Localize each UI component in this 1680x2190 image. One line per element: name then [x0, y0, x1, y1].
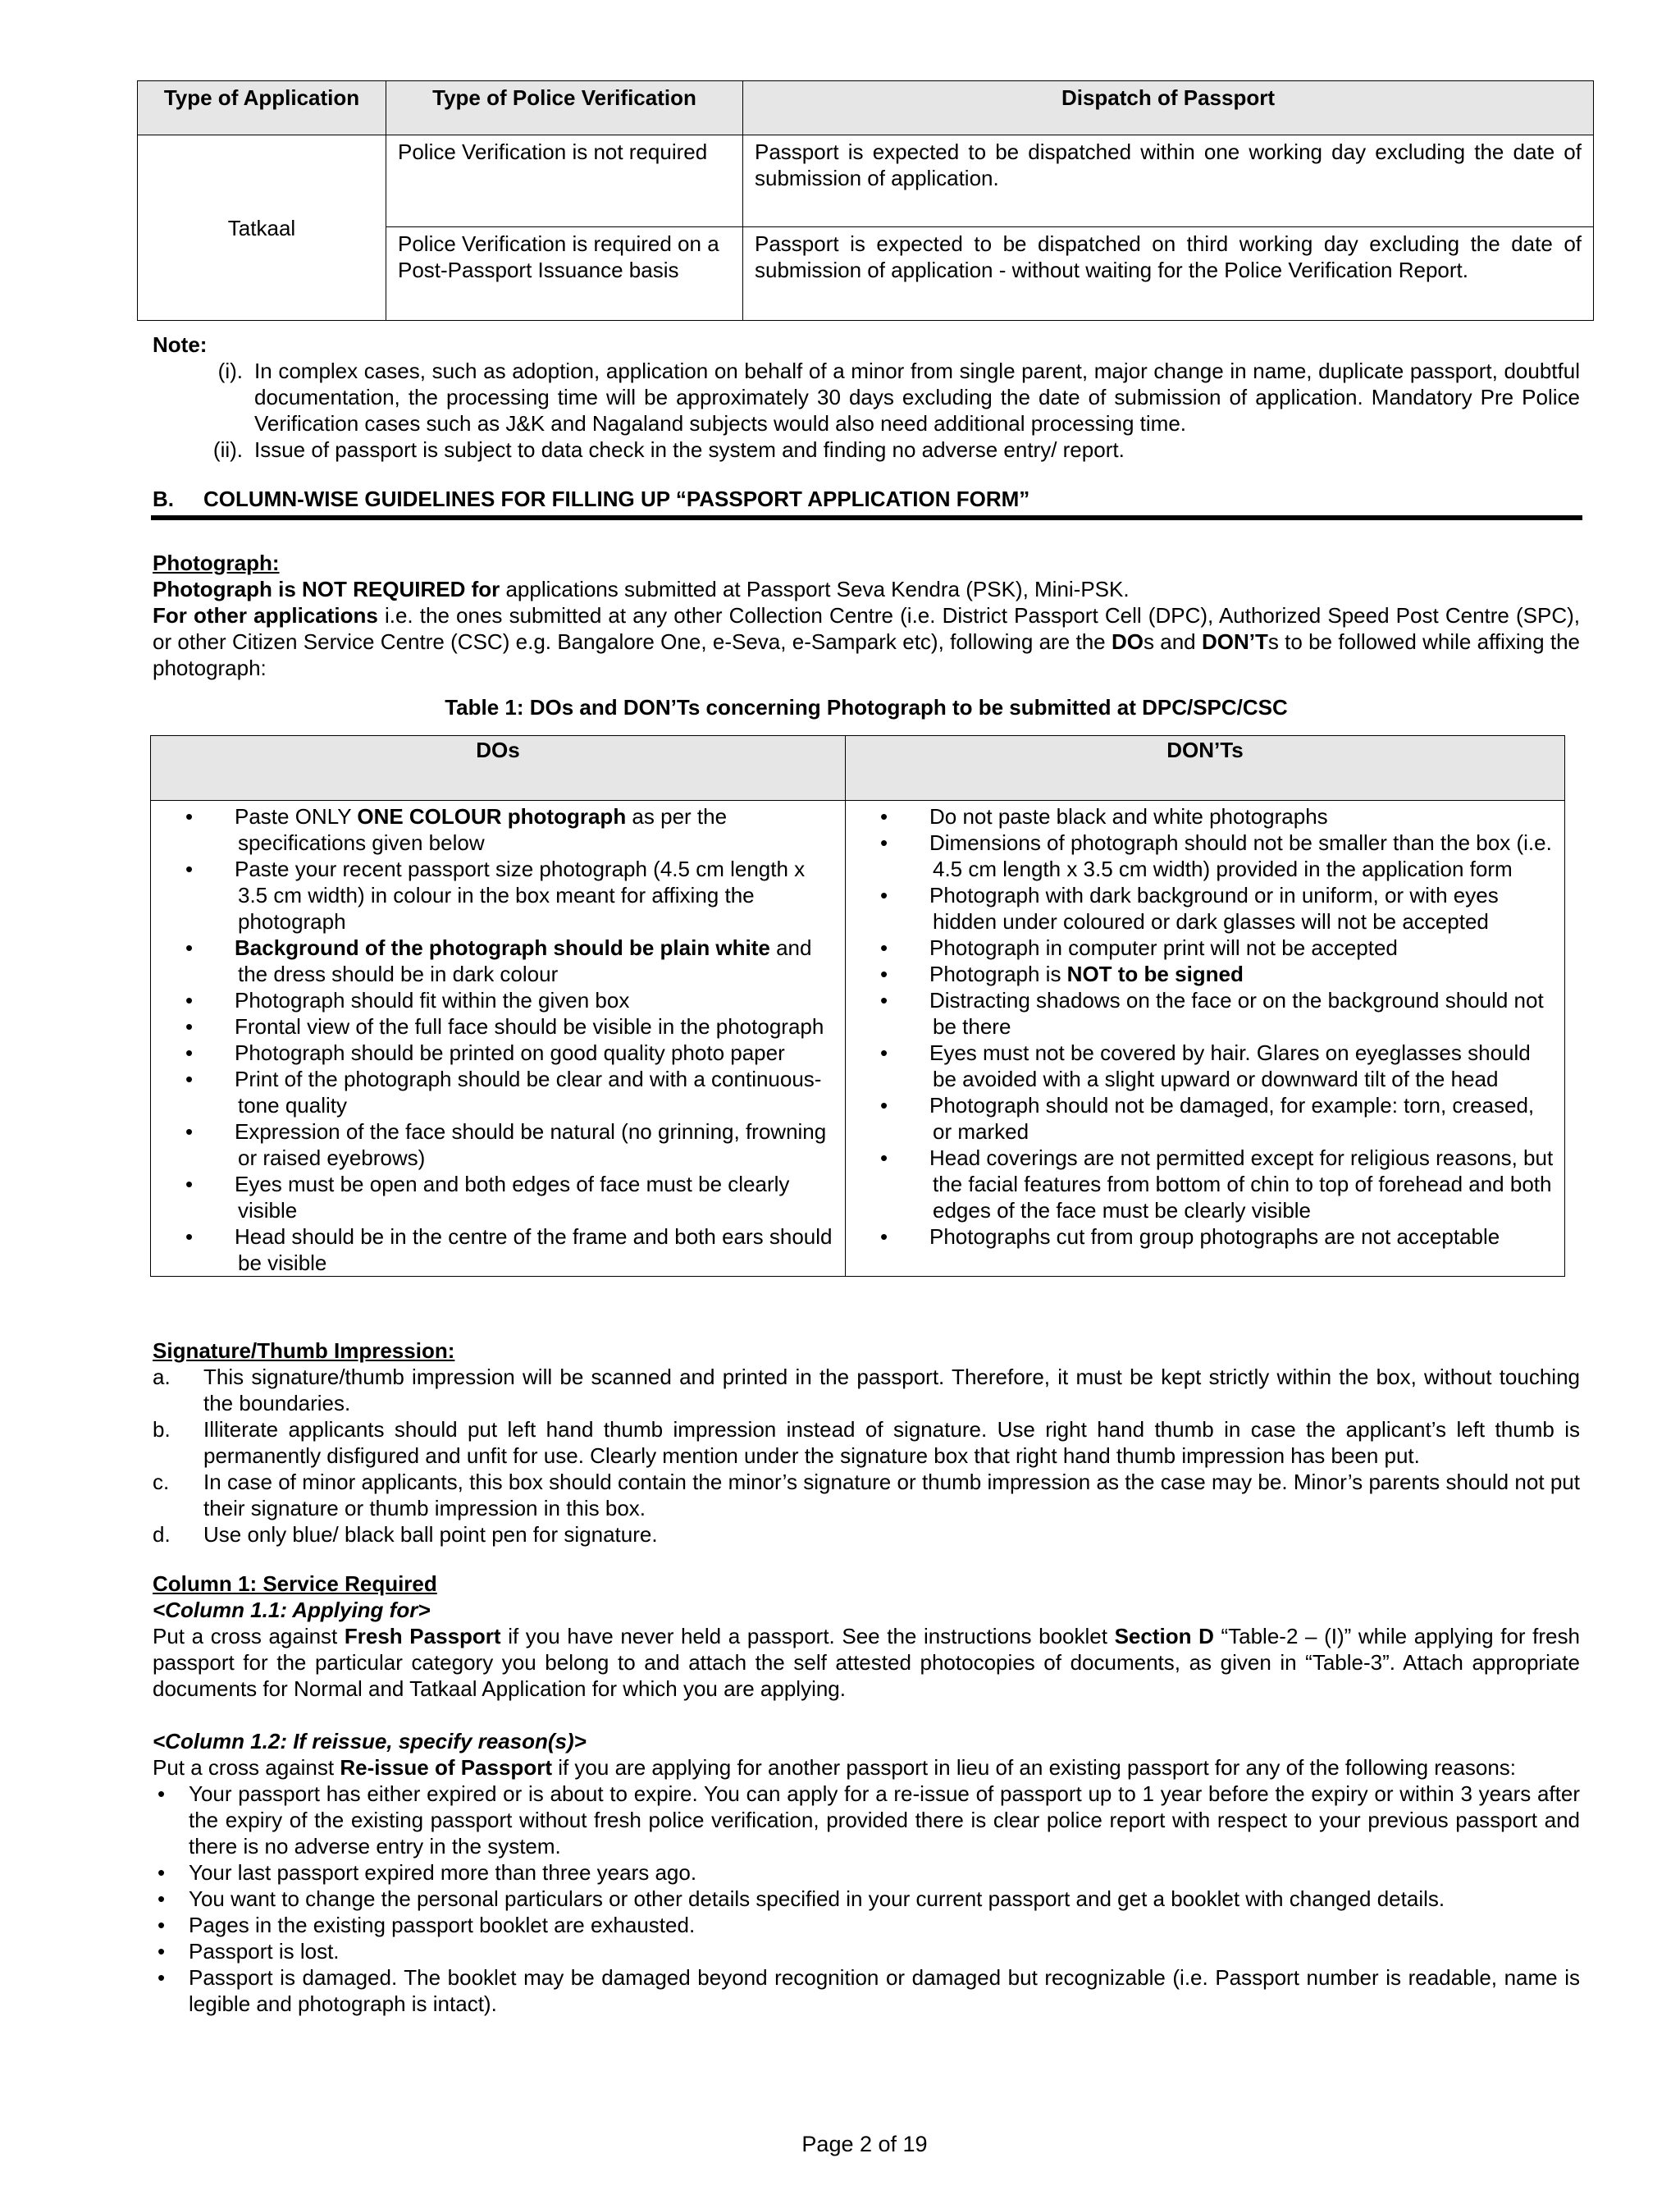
- paragraph-text: i.e. the ones submitted at any other Collection Centre (i.e. District Passport Cell (DPC), Authorized Speed Post Centre (SPC), or other Citizen Service Centre (CSC) e.g. Bangalore One, e-Seva, e-Sampark etc), following are the: [153, 603, 1580, 654]
- column-1-1-paragraph: [153, 1623, 1580, 1702]
- paragraph-text: s and: [1143, 629, 1202, 654]
- verification-cell: Police Verification is required on a Post-Passport Issuance basis: [386, 227, 743, 321]
- dispatch-table-header-row: [138, 81, 1594, 135]
- signature-section: [153, 1337, 1580, 1548]
- dos-list-item: • Expression of the face should be natural (no grinning, frowning or raised eyebrows): [159, 1118, 837, 1171]
- bold-text: DON’T: [1201, 629, 1268, 654]
- list-text: Use only blue/ black ball point pen for signature.: [203, 1522, 658, 1547]
- signature-heading: Signature/Thumb Impression:: [153, 1338, 455, 1363]
- table-row: [138, 135, 1594, 227]
- note-text: In complex cases, such as adoption, application on behalf of a minor from single parent, major change in name, duplicate passport, doubtful documentation, the processing time will be approximately 30 days excluding the date of submission of application. Mandatory Pre Police Verification cases such as J&K and Nagaland subjects would also need additional processing time.: [254, 359, 1580, 436]
- dos-list-item: • Photograph should be printed on good quality photo paper: [159, 1040, 837, 1066]
- donts-list-item: • Photograph with dark background or in uniform, or with eyes hidden under coloured or dark glasses will not be accepted: [854, 882, 1556, 935]
- header-type-of-police-verification: Type of Police Verification: [386, 81, 743, 135]
- bold-text: ONE COLOUR photograph: [357, 804, 627, 829]
- paragraph-text: Put a cross against: [153, 1624, 345, 1648]
- paragraph-text: if you have never held a passport. See the instructions booklet: [500, 1624, 1115, 1648]
- list-text: Illiterate applicants should put left hand thumb impression instead of signature. Use right hand thumb in case the applicant’s left thumb is permanently disfigured and unfit for use. Clearly mention under the signature box that right hand thumb impression has been put.: [203, 1417, 1580, 1468]
- photograph-section: [153, 550, 1580, 681]
- bold-text: Background of the photograph should be plain white: [235, 935, 770, 960]
- donts-list-item: • Photograph should not be damaged, for example: torn, creased, or marked: [854, 1092, 1556, 1145]
- list-item: • Your last passport expired more than three years ago.: [153, 1859, 1580, 1886]
- note-block: [153, 331, 1580, 463]
- list-item: [153, 1416, 1580, 1469]
- note-title: Note:: [153, 332, 208, 357]
- bold-text: Section D: [1114, 1624, 1214, 1648]
- dos-list-item: • Paste ONLY ONE COLOUR photograph as per the specifications given below: [159, 803, 837, 856]
- signature-list: [153, 1364, 1580, 1548]
- donts-cell: [846, 801, 1565, 1277]
- note-list: [153, 358, 1580, 463]
- bold-text: NOT to be signed: [1066, 962, 1244, 986]
- list-number: b.: [153, 1417, 171, 1442]
- dispatch-cell: Passport is expected to be dispatched within one working day excluding the date of submission of application.: [743, 135, 1594, 227]
- list-item: [153, 1469, 1580, 1521]
- donts-header: DON’Ts: [846, 736, 1565, 801]
- donts-list-item: • Do not paste black and white photographs: [854, 803, 1556, 830]
- list-item: • Pages in the existing passport booklet are exhausted.: [153, 1912, 1580, 1938]
- note-text: Issue of passport is subject to data check in the system and finding no adverse entry/ report.: [254, 437, 1125, 462]
- list-number: a.: [153, 1365, 171, 1389]
- list-text: This signature/thumb impression will be scanned and printed in the passport. Therefore, it must be kept strictly within the box, without touching the boundaries.: [203, 1365, 1580, 1415]
- dos-list-item: • Frontal view of the full face should be visible in the photograph: [159, 1013, 837, 1040]
- column-1-2-subheading: <Column 1.2: If reissue, specify reason(s)>: [153, 1729, 587, 1753]
- bold-text: DO: [1111, 629, 1144, 654]
- column-1-1-subheading: <Column 1.1: Applying for>: [153, 1598, 431, 1622]
- list-number: d.: [153, 1522, 171, 1547]
- donts-list-item: • Photograph is NOT to be signed: [854, 961, 1556, 987]
- donts-list-item: • Photograph in computer print will not be accepted: [854, 935, 1556, 961]
- list-item: • You want to change the personal particulars or other details specified in your current passport and get a booklet with changed details.: [153, 1886, 1580, 1912]
- list-item: [153, 358, 1580, 437]
- donts-list-item: • Photographs cut from group photographs are not acceptable: [854, 1223, 1556, 1250]
- list-item: [153, 1521, 1580, 1548]
- paragraph-text: Put a cross against: [153, 1755, 340, 1780]
- donts-list: [854, 803, 1556, 1250]
- list-item: • Passport is lost.: [153, 1938, 1580, 1964]
- list-item: [153, 437, 1580, 463]
- list-item: • Your passport has either expired or is about to expire. You can apply for a re-issue of passport up to 1 year before the expiry or within 3 years after the expiry of the existing passport without fresh police verification, provided there is clear police report with respect to your previous passport and there is no adverse entry in the system.: [153, 1781, 1580, 1859]
- bold-text: For other applications: [153, 603, 378, 628]
- photograph-paragraph-2: [153, 602, 1580, 681]
- list-item: • Passport is damaged. The booklet may be damaged beyond recognition or damaged but recognizable (i.e. Passport number is readable, name is legible and photograph is intact).: [153, 1964, 1580, 2017]
- column-1-heading: Column 1: Service Required: [153, 1571, 437, 1596]
- list-item: [153, 1364, 1580, 1416]
- section-heading: [153, 486, 1580, 512]
- donts-list-item: • Distracting shadows on the face or on the background should not be there: [854, 987, 1556, 1040]
- paragraph-text: to be followed while affixing the photograph:: [153, 629, 1581, 680]
- bold-text: Photograph is NOT REQUIRED for: [153, 577, 500, 601]
- dos-list-item: • Background of the photograph should be plain white and the dress should be in dark colour: [159, 935, 837, 987]
- bold-text: Re-issue of Passport: [340, 1755, 552, 1780]
- dos-donts-header-row: [151, 736, 1565, 801]
- column-1-section: [153, 1570, 1580, 1702]
- dos-list-item: • Eyes must be open and both edges of face must be clearly visible: [159, 1171, 837, 1223]
- dos-list-item: • Print of the photograph should be clear and with a continuous-tone quality: [159, 1066, 837, 1118]
- verification-cell: Police Verification is not required: [386, 135, 743, 227]
- reissue-reasons-list: [153, 1781, 1580, 2017]
- dos-list-item: • Photograph should fit within the given box: [159, 987, 837, 1013]
- dos-donts-table: [150, 735, 1565, 1277]
- section-title: COLUMN-WISE GUIDELINES FOR FILLING UP “PASSPORT APPLICATION FORM”: [203, 487, 1030, 511]
- list-number: (i).: [217, 359, 243, 383]
- bold-text: Fresh Passport: [344, 1624, 501, 1648]
- paragraph-text: “Table-2 – (I)” while applying for fresh passport for the particular category you belong to and attach the self attested photocopies of documents, as given in “Table-3”. Attach appropriate documents for Normal and Tatkaal Application for which you are applying.: [153, 1624, 1580, 1701]
- header-type-of-application: Type of Application: [138, 81, 386, 135]
- dos-list-item: • Head should be in the centre of the frame and both ears should be visible: [159, 1223, 837, 1276]
- dos-header: DOs: [151, 736, 846, 801]
- table-caption: Table 1: DOs and DON’Ts concerning Photograph to be submitted at DPC/SPC/CSC: [445, 695, 1288, 720]
- paragraph-text: s: [1267, 629, 1279, 654]
- column-1-2-section: [153, 1728, 1580, 2017]
- page-number: Page 2 of 19: [801, 2132, 928, 2156]
- photograph-heading: Photograph:: [153, 551, 280, 575]
- dos-cell: [151, 801, 846, 1277]
- list-number: c.: [153, 1470, 170, 1494]
- dispatch-cell: Passport is expected to be dispatched on third working day excluding the date of submission of application - without waiting for the Police Verification Report.: [743, 227, 1594, 321]
- dos-list: [159, 803, 837, 1276]
- application-type-cell: Tatkaal: [138, 135, 386, 321]
- donts-list-item: • Head coverings are not permitted except for religious reasons, but the facial features from bottom of chin to top of forehead and both edges of the face must be clearly visible: [854, 1145, 1556, 1223]
- table-row: [151, 801, 1565, 1277]
- paragraph-text: applications submitted at Passport Seva Kendra (PSK), Mini-PSK.: [500, 577, 1130, 601]
- column-1-2-paragraph: [153, 1754, 1580, 1781]
- dispatch-table: [137, 80, 1594, 321]
- section-letter: B.: [153, 487, 174, 511]
- list-text: In case of minor applicants, this box should contain the minor’s signature or thumb impression as the case may be. Minor’s parents should not put their signature or thumb impression in this box.: [203, 1470, 1580, 1520]
- section-divider: [151, 515, 1582, 520]
- list-number: (ii).: [212, 437, 243, 462]
- header-dispatch-of-passport: Dispatch of Passport: [743, 81, 1594, 135]
- photograph-paragraph-1: [153, 576, 1580, 602]
- donts-list-item: • Dimensions of photograph should not be smaller than the box (i.e. 4.5 cm length x 3.5 cm width) provided in the application form: [854, 830, 1556, 882]
- dos-list-item: • Paste your recent passport size photograph (4.5 cm length x 3.5 cm width) in colour in the box meant for affixing the photograph: [159, 856, 837, 935]
- paragraph-text: if you are applying for another passport in lieu of an existing passport for any of the following reasons:: [551, 1755, 1516, 1780]
- donts-list-item: • Eyes must not be covered by hair. Glares on eyeglasses should be avoided with a slight upward or downward tilt of the head: [854, 1040, 1556, 1092]
